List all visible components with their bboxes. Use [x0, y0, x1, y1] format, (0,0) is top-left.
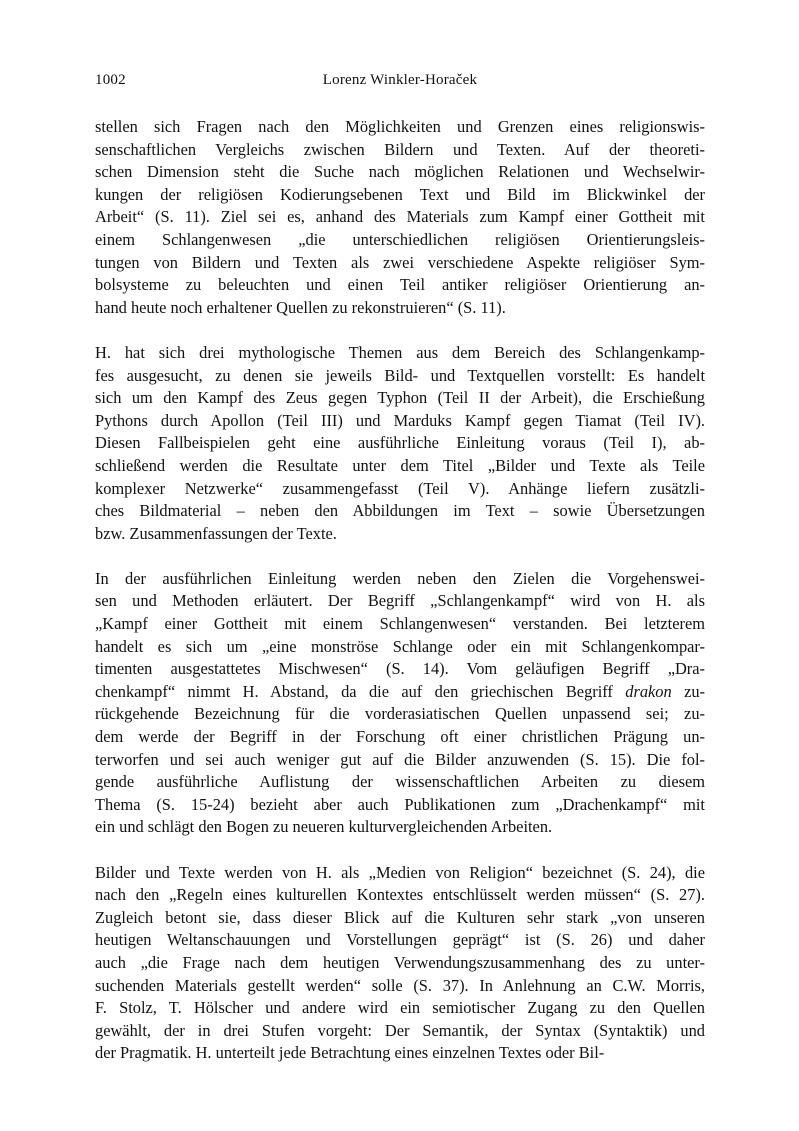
text-line: komplexer Netzwerke“ zusammengefasst (Teil V). Anhänge liefern zusätzli-	[95, 478, 705, 498]
text-line: ein und schlägt den Bogen zu neueren kulturvergleichenden Arbeiten.	[95, 817, 553, 837]
text-line: dem werde der Begriff in der Forschung oft einer christlichen Prägung un-	[95, 727, 705, 747]
text-line: ches Bildmaterial – neben den Abbildungen im Text – sowie Übersetzungen	[95, 501, 705, 521]
paragraph-spacing	[95, 319, 705, 342]
text-line: chenkampf“ nimmt H. Abstand, da die auf den griechischen Begriff drakon zu-	[95, 681, 705, 701]
text-line: Bilder und Texte werden von H. als „Medien von Religion“ bezeichnet (S. 24), die	[95, 862, 705, 882]
text-line: stellen sich Fragen nach den Möglichkeiten und Grenzen eines religionswis-	[95, 117, 705, 136]
text-line: auch „die Frage nach dem heutigen Verwendungszusammenhang des zu unter-	[95, 952, 705, 972]
text-line: senschaftlichen Vergleichs zwischen Bildern und Texten. Auf der theoreti-	[95, 139, 705, 159]
text-line: F. Stolz, T. Hölscher und andere wird ein semiotischer Zugang zu den Quellen	[95, 998, 705, 1018]
text-line: sen und Methoden erläutert. Der Begriff „Schlangenkampf“ wird von H. als	[95, 591, 705, 611]
text-line: bzw. Zusammenfassungen der Texte.	[95, 523, 337, 543]
text-line: Diesen Fallbeispielen geht eine ausführliche Einleitung voraus (Teil I), ab-	[95, 433, 705, 453]
text-line: Zugleich betont sie, dass dieser Blick auf die Kulturen sehr stark „von unseren	[95, 907, 705, 927]
text-line: terworfen und sei auch weniger gut auf die Bilder anzuwenden (S. 15). Die fol-	[95, 749, 705, 769]
page-number: 1002	[95, 72, 126, 88]
page-header	[95, 72, 705, 94]
text-line: In der ausführlichen Einleitung werden neben den Zielen die Vorgehenswei-	[95, 568, 705, 588]
text-line: gewählt, der in drei Stufen vorgeht: Der Semantik, der Syntax (Syntaktik) und	[95, 1020, 705, 1040]
text-line: Thema (S. 15-24) bezieht aber auch Publikationen zum „Drachenkampf“ mit	[95, 794, 705, 814]
text-line: kungen der religiösen Kodierungsebenen Text und Bild im Blickwinkel der	[95, 184, 705, 204]
paragraph-spacing	[95, 839, 705, 862]
paragraph	[95, 862, 705, 1065]
body-text	[95, 116, 705, 1065]
text-line: der Pragmatik. H. unterteilt jede Betrachtung eines einzelnen Textes oder Bil-	[95, 1043, 605, 1063]
text-line: Arbeit“ (S. 11). Ziel sei es, anhand des Materials zum Kampf einer Gottheit mit	[95, 207, 705, 227]
running-head: Lorenz Winkler-Horaček	[322, 72, 478, 88]
text-line: einem Schlangenwesen „die unterschiedlichen religiösen Orientierungsleis-	[95, 229, 705, 249]
text-line: tungen von Bildern und Texten als zwei verschiedene Aspekte religiöser Sym-	[95, 252, 705, 272]
text-line: sich um den Kampf des Zeus gegen Typhon (Teil II der Arbeit), die Erschießung	[95, 388, 705, 408]
foreign-term: drakon	[625, 681, 672, 701]
paragraph	[95, 116, 705, 319]
text-line: Pythons durch Apollon (Teil III) und Marduks Kampf gegen Tiamat (Teil IV).	[95, 410, 705, 430]
text-line: timenten ausgestattetes Mischwesen“ (S. 14). Vom geläufigen Begriff „Dra-	[95, 659, 705, 679]
text-line: gende ausführliche Auflistung der wissenschaftlichen Arbeiten zu diesem	[95, 772, 705, 792]
text-line: nach den „Regeln eines kulturellen Kontextes entschlüsselt werden müssen“ (S. 27).	[95, 885, 705, 905]
text-line: handelt es sich um „eine monströse Schlange oder ein mit Schlangenkompar-	[95, 636, 705, 656]
text-line: schließend werden die Resultate unter dem Titel „Bilder und Texte als Teile	[95, 455, 705, 475]
text-line: heutigen Weltanschauungen und Vorstellungen geprägt“ ist (S. 26) und daher	[95, 930, 705, 950]
text-line: H. hat sich drei mythologische Themen aus dem Bereich des Schlangenkamp-	[95, 342, 705, 362]
text-line: schen Dimension steht die Suche nach möglichen Relationen und Wechselwir-	[95, 162, 705, 182]
text-line: suchenden Materials gestellt werden“ solle (S. 37). In Anlehnung an C.W. Morris,	[95, 975, 705, 995]
text-line: „Kampf einer Gottheit mit einem Schlangenwesen“ verstanden. Bei letzterem	[95, 614, 705, 634]
text-line: rückgehende Bezeichnung für die vorderasiatischen Quellen unpassend sei; zu-	[95, 704, 705, 724]
text-line: bolsysteme zu beleuchten und einen Teil antiker religiöser Orientierung an-	[95, 275, 705, 295]
text-line: hand heute noch erhaltener Quellen zu rekonstruieren“ (S. 11).	[95, 297, 506, 317]
paragraph-spacing	[95, 545, 705, 568]
paragraph	[95, 568, 705, 839]
paragraph	[95, 342, 705, 545]
text-line: fes ausgesucht, zu denen sie jeweils Bild- und Textquellen vorstellt: Es handelt	[95, 365, 705, 385]
